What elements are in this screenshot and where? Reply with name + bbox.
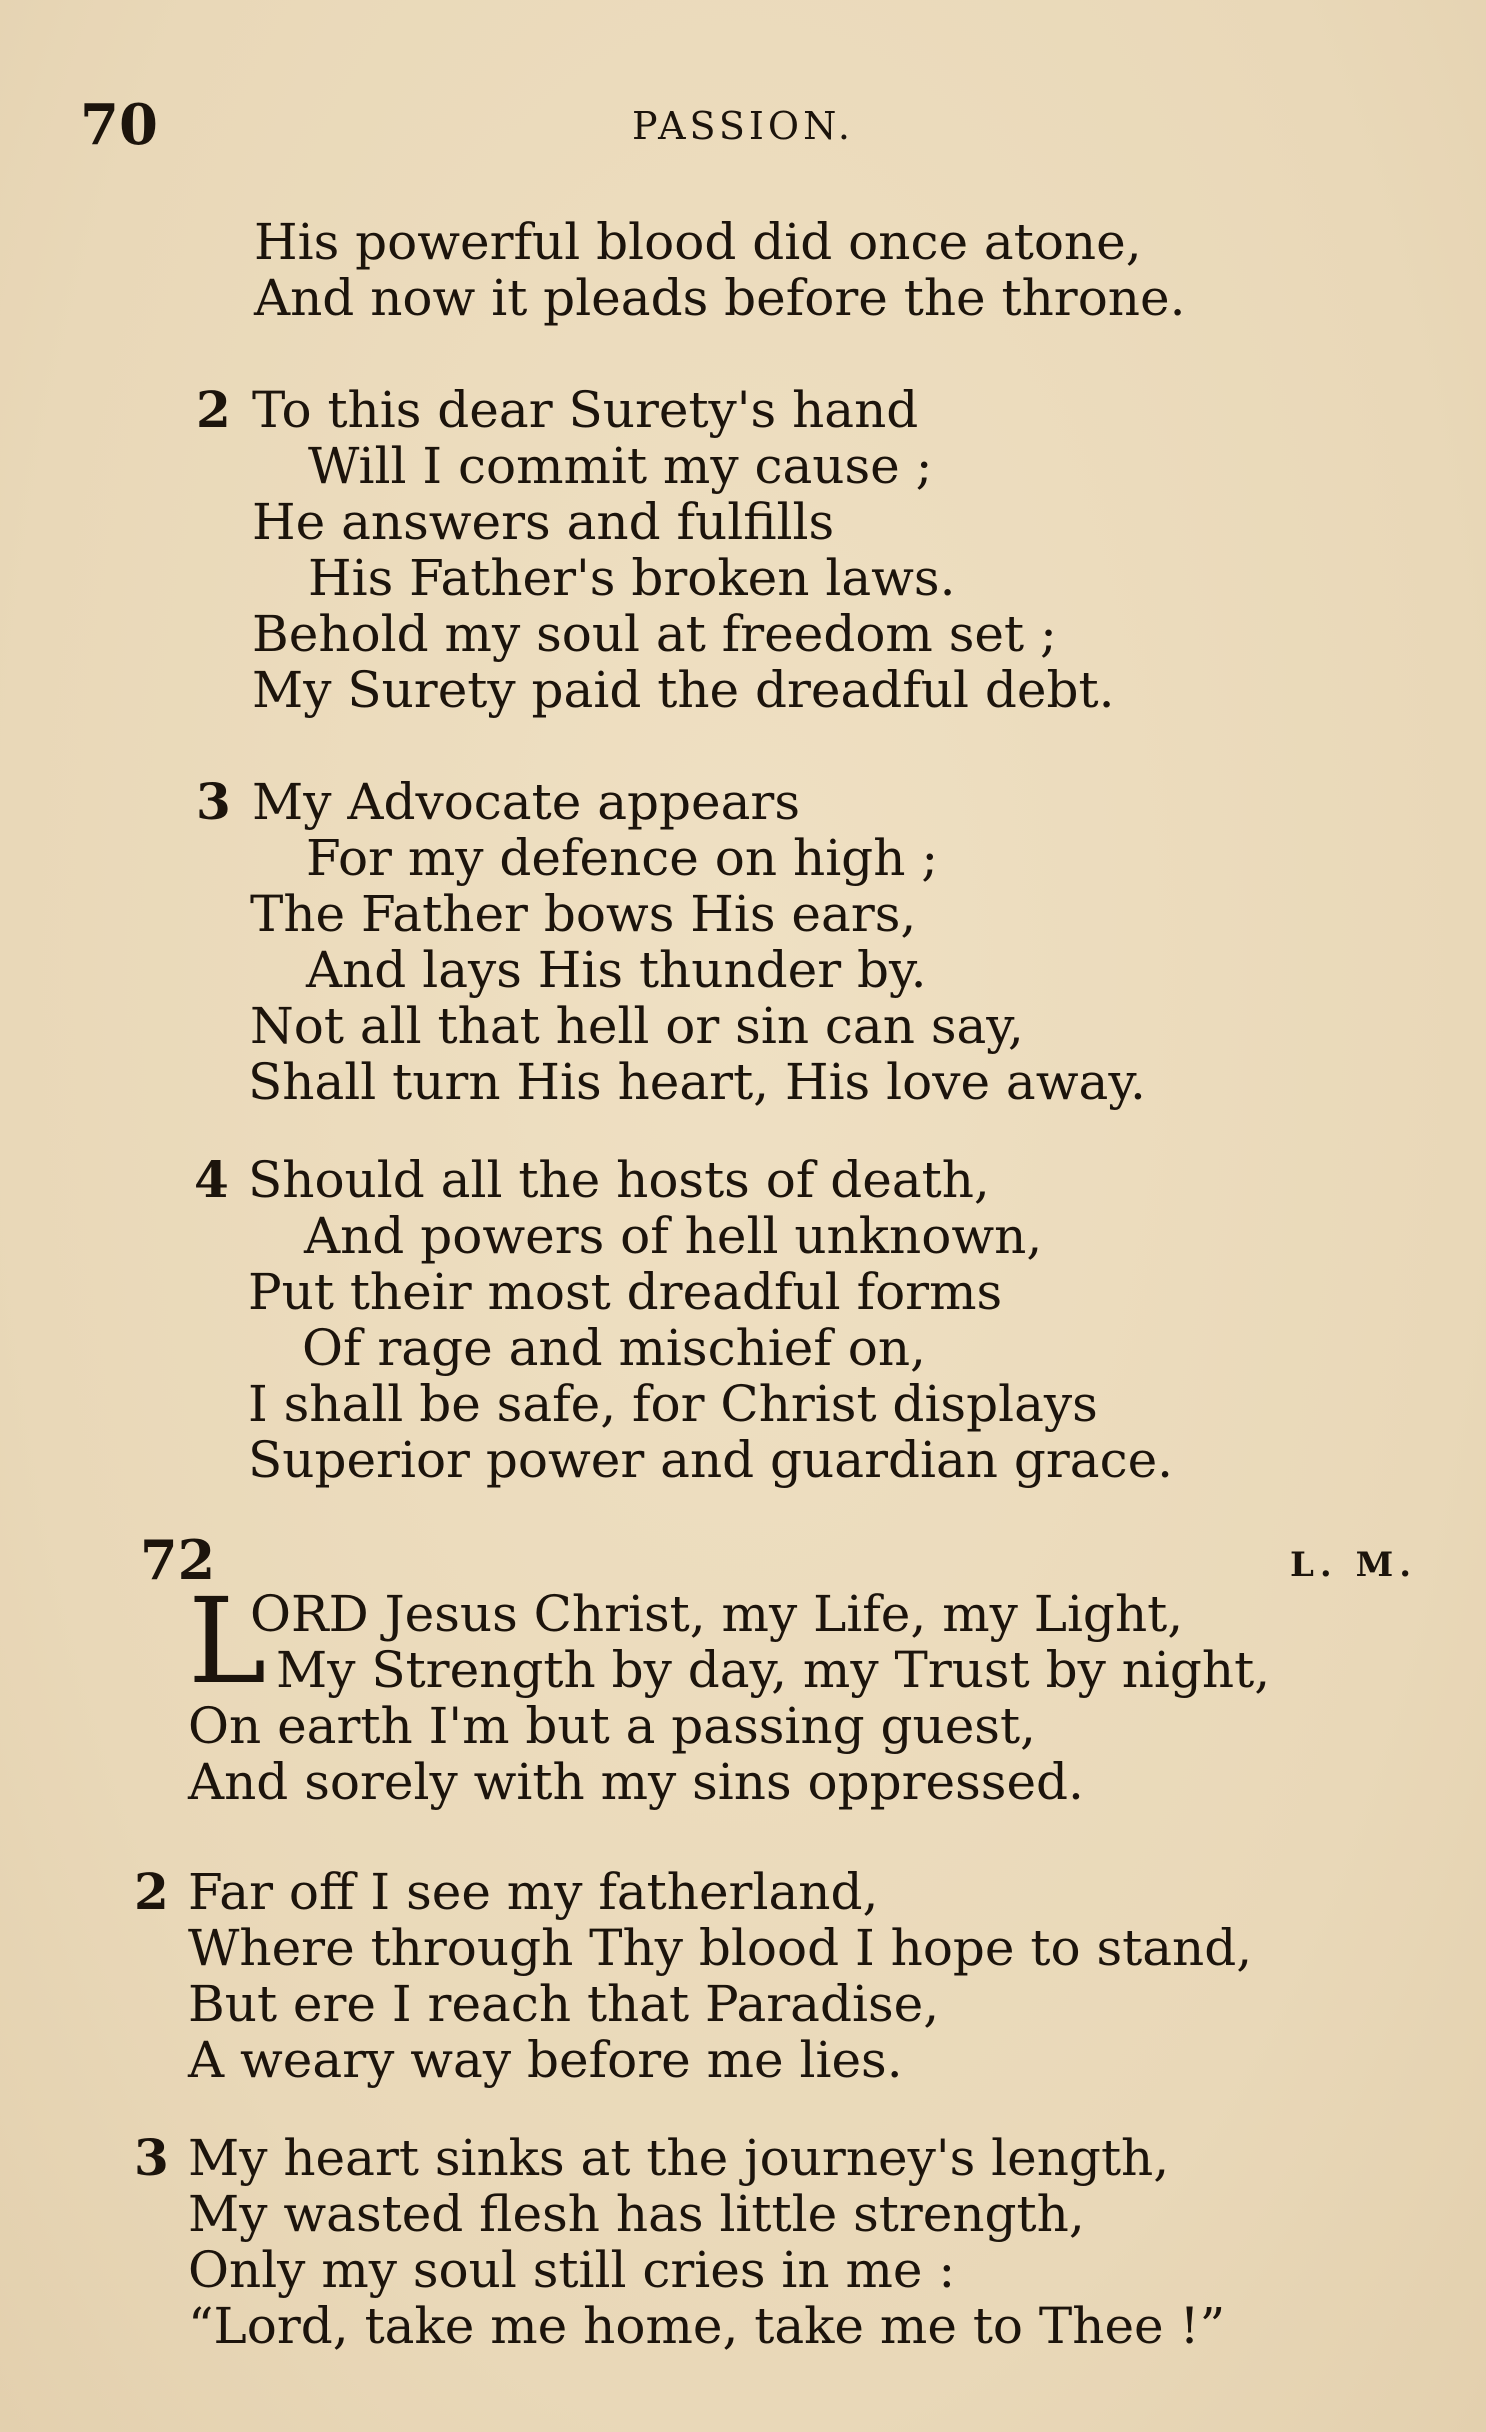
verse-line: His powerful blood did once atone, [254,213,1142,271]
verse-line: My Surety paid the dreadful debt. [252,661,1115,719]
verse-line: Put their most dreadful forms [248,1263,1003,1321]
verse-line: For my defence on high ; [306,829,939,887]
drop-cap: L [188,1572,267,1710]
verse-line: Far off I see my fatherland, [188,1863,879,1921]
verse-line: I shall be safe, for Christ displays [248,1375,1098,1433]
verse-line: Behold my soul at freedom set ; [252,605,1057,663]
stanza-number: 2 [134,1862,169,1921]
verse-line: But ere I reach that Paradise, [188,1975,940,2033]
verse-line: His Father's broken laws. [308,549,956,607]
verse-line: My heart sinks at the journey's length, [188,2129,1170,2187]
verse-line: My wasted flesh has little strength, [188,2185,1085,2243]
stanza-number: 3 [196,772,231,831]
stanza-number: 2 [196,380,231,439]
verse-line: The Father bows His ears, [250,885,917,943]
verse-line: My Strength by day, my Trust by night, [276,1641,1271,1699]
verse-line: He answers and fulfills [252,493,835,551]
verse-line: To this dear Surety's hand [252,381,919,439]
page-number: 70 [80,92,158,158]
stanza-number: 4 [194,1150,229,1209]
running-head: PASSION. [632,104,854,148]
verse-line: Where through Thy blood I hope to stand, [188,1919,1253,1977]
verse-line: And now it pleads before the throne. [254,269,1186,327]
verse-line: “Lord, take me home, take me to Thee !” [188,2297,1226,2355]
stanza-number: 3 [134,2128,169,2187]
verse-line: A weary way before me lies. [188,2031,903,2089]
verse-line: On earth I'm but a passing guest, [188,1697,1036,1755]
verse-line: Shall turn His heart, His love away. [248,1053,1146,1111]
hymn-meter: L. M. [1290,1545,1418,1585]
verse-line: And sorely with my sins oppressed. [188,1753,1084,1811]
page-header [0,92,1486,158]
hymn-number: 72 [140,1528,216,1592]
verse-line: Only my soul still cries in me : [188,2241,956,2299]
verse-line: ORD Jesus Christ, my Life, my Light, [250,1585,1184,1643]
verse-line: Will I commit my cause ; [308,437,933,495]
verse-line: And powers of hell unknown, [304,1207,1043,1265]
verse-line: My Advocate appears [252,773,800,831]
verse-line: Not all that hell or sin can say, [250,997,1024,1055]
verse-line: And lays His thunder by. [306,941,927,999]
verse-line: Should all the hosts of death, [248,1151,990,1209]
verse-line: Superior power and guardian grace. [248,1431,1174,1489]
verse-line: Of rage and mischief on, [302,1319,926,1377]
